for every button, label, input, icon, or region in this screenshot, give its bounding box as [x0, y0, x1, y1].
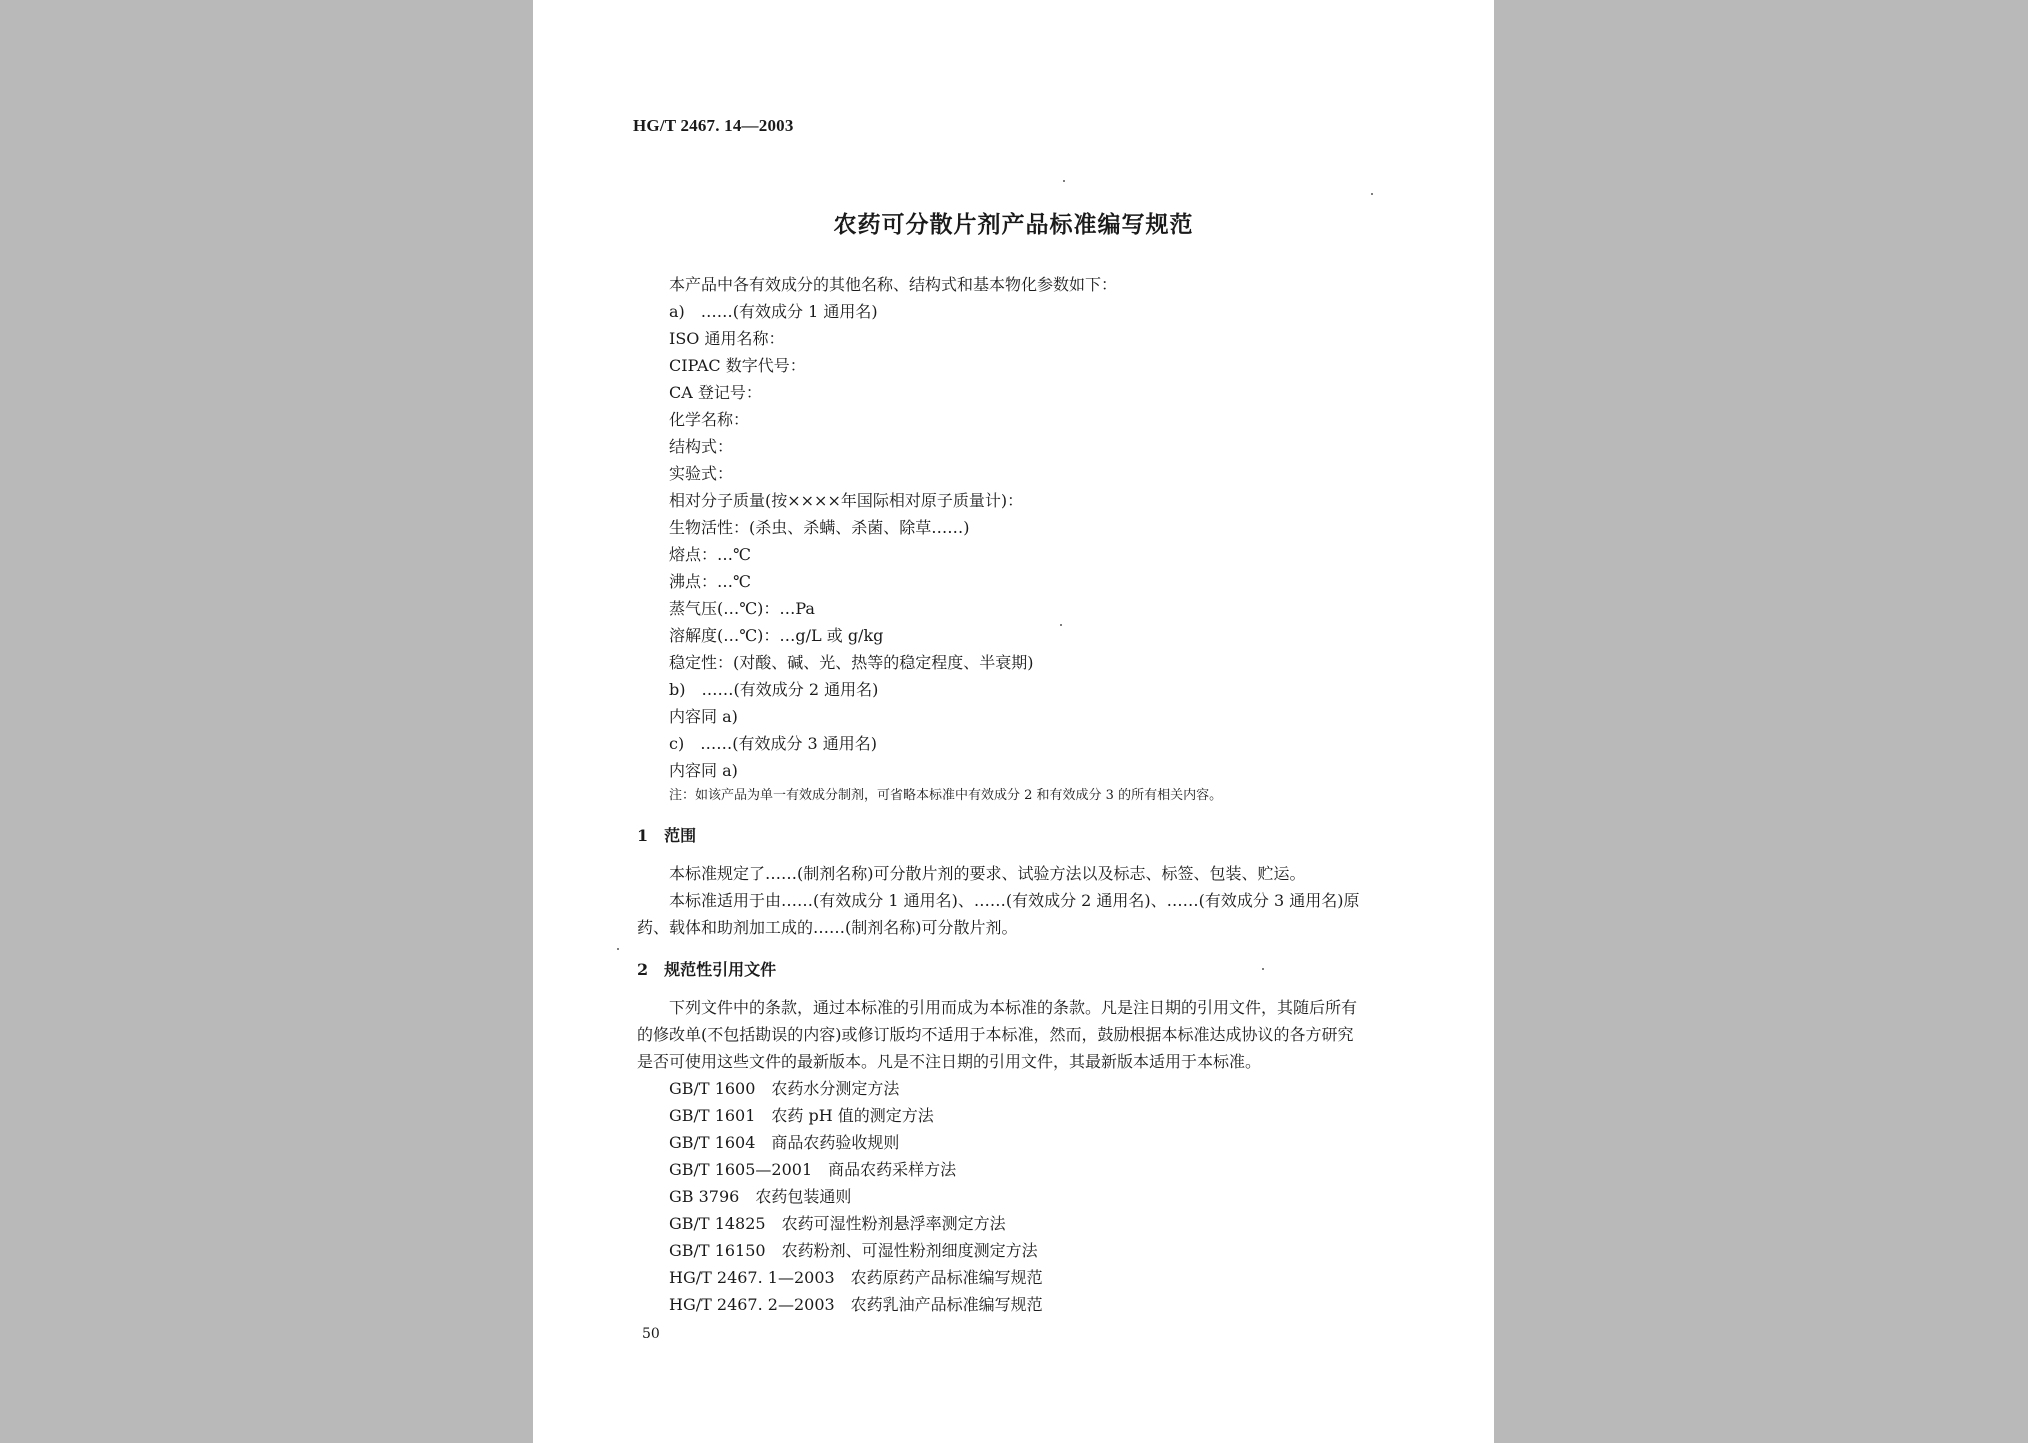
- paragraph-line: 是否可使用这些文件的最新版本。凡是不注日期的引用文件，其最新版本适用于本标准。: [637, 1052, 1262, 1071]
- intro-line: 内容同 a): [669, 761, 738, 780]
- reference-item: GB/T 14825 农药可湿性粉剂悬浮率测定方法: [669, 1214, 1006, 1233]
- intro-line: 内容同 a): [669, 707, 738, 726]
- intro-line: 实验式：: [669, 464, 734, 483]
- intro-line: 化学名称：: [669, 410, 750, 429]
- reference-item: GB 3796 农药包装通则: [669, 1187, 852, 1206]
- footnote: 注：如该产品为单一有效成分制剂，可省略本标准中有效成分 2 和有效成分 3 的所有相关内容。: [669, 788, 1223, 803]
- standard-code: HG/T 2467. 14—2003: [633, 116, 794, 135]
- intro-line: 熔点：…℃: [669, 545, 751, 564]
- paragraph-line: 本标准规定了……(制剂名称)可分散片剂的要求、试验方法以及标志、标签、包装、贮运。: [669, 864, 1306, 883]
- reference-item: HG/T 2467. 2—2003 农药乳油产品标准编写规范: [669, 1295, 1043, 1314]
- reference-item: HG/T 2467. 1—2003 农药原药产品标准编写规范: [669, 1268, 1043, 1287]
- intro-line: CA 登记号：: [669, 383, 762, 402]
- reference-item: GB/T 1604 商品农药验收规则: [669, 1133, 900, 1152]
- scan-speck: [1262, 968, 1264, 970]
- reference-item: GB/T 1601 农药 pH 值的测定方法: [669, 1106, 934, 1125]
- intro-line: 蒸气压(…℃)：…Pa: [669, 599, 815, 618]
- section-heading: 2 规范性引用文件: [637, 960, 777, 979]
- reference-item: GB/T 16150 农药粉剂、可湿性粉剂细度测定方法: [669, 1241, 1038, 1260]
- intro-line: a) ……(有效成分 1 通用名): [669, 302, 878, 321]
- intro-line: 溶解度(…℃)：…g/L 或 g/kg: [669, 626, 884, 645]
- intro-line: CIPAC 数字代号：: [669, 356, 806, 375]
- intro-line: 结构式：: [669, 437, 734, 456]
- scan-speck: [1063, 180, 1065, 182]
- document-title: 农药可分散片剂产品标准编写规范: [833, 211, 1194, 238]
- intro-line: 本产品中各有效成分的其他名称、结构式和基本物化参数如下：: [669, 275, 1118, 294]
- intro-line: 相对分子质量(按××××年国际相对原子质量计)：: [669, 491, 1024, 510]
- paragraph-line: 药、载体和助剂加工成的……(制剂名称)可分散片剂。: [637, 918, 1018, 937]
- paragraph-line: 的修改单(不包括勘误的内容)或修订版均不适用于本标准，然而，鼓励根据本标准达成协议的各方研究: [637, 1025, 1354, 1044]
- intro-line: ISO 通用名称：: [669, 329, 785, 348]
- intro-line: 沸点：…℃: [669, 572, 751, 591]
- intro-line: c) ……(有效成分 3 通用名): [669, 734, 878, 753]
- intro-line: 稳定性：(对酸、碱、光、热等的稳定程度、半衰期): [669, 653, 1034, 672]
- section-heading: 1 范围: [637, 826, 697, 845]
- intro-line: b) ……(有效成分 2 通用名): [669, 680, 879, 699]
- scan-speck: [1371, 193, 1373, 195]
- reference-item: GB/T 1600 农药水分测定方法: [669, 1079, 900, 1098]
- reference-item: GB/T 1605—2001 商品农药采样方法: [669, 1160, 957, 1179]
- scan-speck: [1060, 624, 1062, 626]
- document-page: [533, 0, 1494, 1443]
- intro-line: 生物活性：(杀虫、杀螨、杀菌、除草……): [669, 518, 970, 537]
- paragraph-line: 本标准适用于由……(有效成分 1 通用名)、……(有效成分 2 通用名)、……(有效成分 3 通用名)原: [669, 891, 1360, 910]
- scan-speck: [617, 948, 619, 950]
- page-number: 50: [642, 1326, 660, 1342]
- paragraph-line: 下列文件中的条款，通过本标准的引用而成为本标准的条款。凡是注日期的引用文件，其随后所有: [669, 998, 1358, 1017]
